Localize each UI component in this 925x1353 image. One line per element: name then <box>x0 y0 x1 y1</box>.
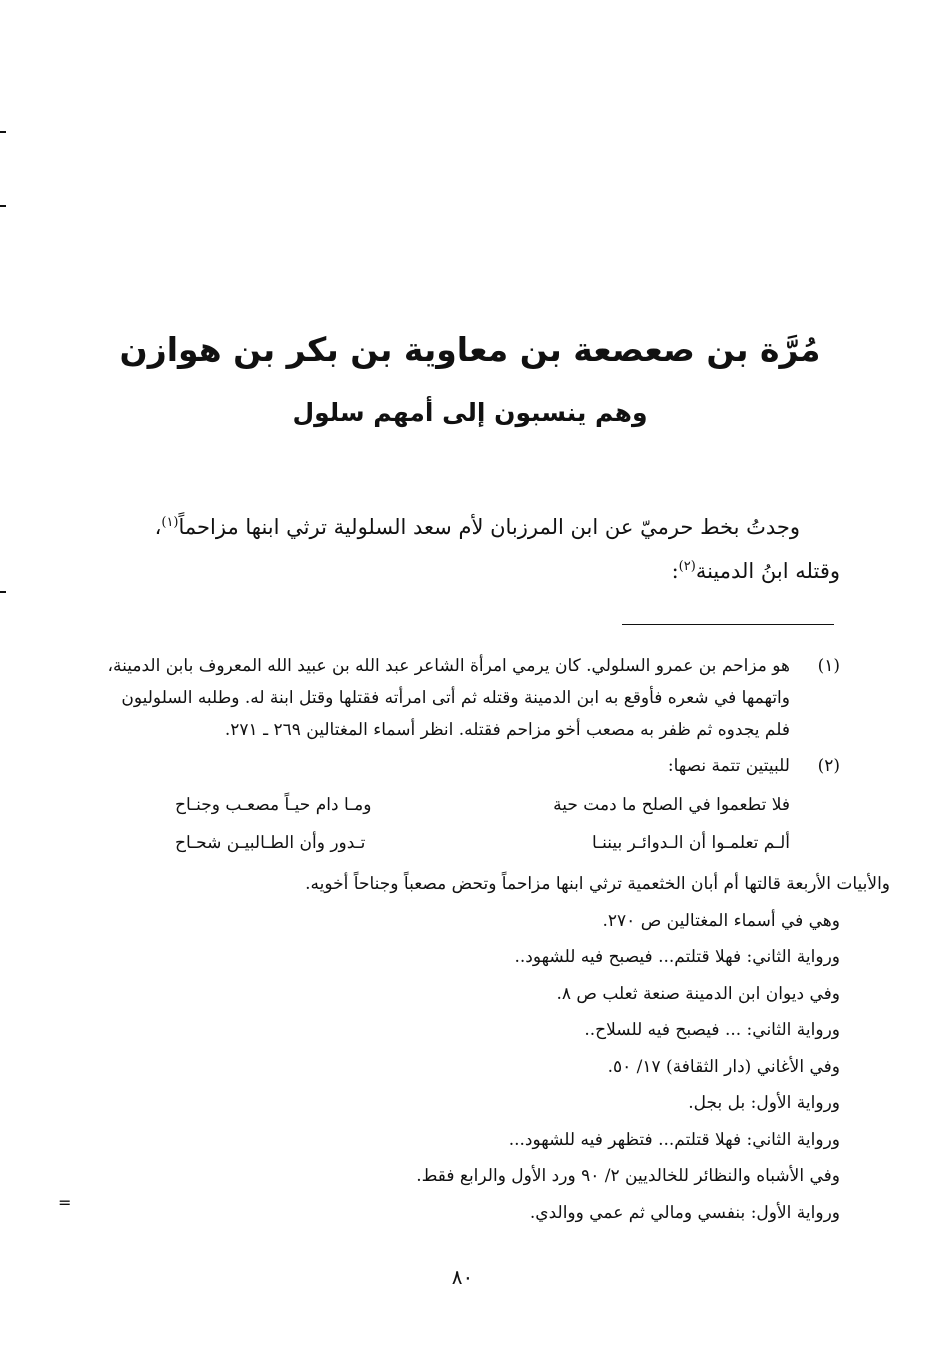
footnote-line: وفي الأشباه والنظائر للخالديين ٢/ ٩٠ ورد الأول والرابع فقط. <box>416 1166 840 1186</box>
verse-first-hemistich: ألـم تعلمـوا أن الـدوائـر بيننـا <box>591 833 790 853</box>
footnote-line: وهي في أسماء المغتالين ص ٢٧٠. <box>602 910 840 931</box>
main-paragraph <box>80 505 840 593</box>
footnote-line: ورواية الثاني: فهلا قتلتم... فتظهر فيه للشهود... <box>508 1129 840 1150</box>
footnote-2-continued <box>70 866 890 1231</box>
footnote-1 <box>70 650 840 746</box>
page-number: ٨٠ <box>451 1265 474 1289</box>
footnote-line: والأبيات الأربعة قالتها أم أبان الخثعمية ترثي ابنها مزاحماً وتحض مصعباً وجناحاً أخويه. <box>305 874 890 894</box>
footnote-line: ورواية الأول: بل بجل. <box>688 1093 840 1113</box>
footnote-line: وفي ديوان ابن الدمينة صنعة ثعلب ص ٨. <box>556 983 840 1004</box>
margin-tick <box>0 205 6 207</box>
verse-second-hemistich: ومـا دام حيـاً مصعـب وجنـاح <box>175 795 372 815</box>
margin-symbol: = <box>58 1193 72 1212</box>
margin-tick <box>0 131 6 133</box>
footnote-line: ورواية الثاني: ... فيصبح فيه للسلاح.. <box>584 1020 840 1040</box>
footnote-ref-1[interactable]: (١) <box>161 515 179 530</box>
poem-verses <box>70 786 790 862</box>
footnote-line: وفي الأغاني (دار الثقافة) ١٧/ ٥٠. <box>607 1056 840 1077</box>
verse-first-hemistich: فلا تطعموا في الصلح ما دمت حية <box>553 795 790 815</box>
footnote-intro: للبيتين تتمة نصها: <box>667 756 790 776</box>
footnote-line: هو مزاحم بن عمرو السلولي. كان يرمي امرأة الشاعر عبد الله بن عبيد الله المعروف بابن الدمينة، <box>107 656 790 676</box>
footnote-ref-2[interactable]: (٢) <box>678 559 696 574</box>
footnote-2 <box>70 750 840 862</box>
footnote-number: (١) <box>817 656 840 676</box>
footnote-line: واتهمها في شعره فأوقع به ابن الدمينة وقتله ثم أتى امرأته فقتلها وقتل ابنة له. وطلبه السلوليون <box>121 688 790 708</box>
paragraph-text: وجدتُ بخط حرميّ عن ابن المرزبان لأم سعد السلولية ترثي ابنها مزاحماً <box>178 515 800 539</box>
chapter-subtitle: وهم ينسبون إلى أمهم سلول <box>292 398 648 427</box>
punctuation: ، <box>154 515 162 539</box>
verse-row <box>175 786 790 824</box>
paragraph-line <box>80 505 840 549</box>
footnotes-section <box>70 650 890 1231</box>
paragraph-text: وقتله ابنُ الدمينة <box>695 559 840 583</box>
footnote-line: ورواية الثاني: فهلا قتلتم... فيصبح فيه للشهود.. <box>514 947 840 967</box>
paragraph-line <box>80 549 840 593</box>
footnote-number: (٢) <box>817 756 840 776</box>
chapter-title: مُرَّة بن صعصعة بن معاوية بن بكر بن هوازن <box>119 330 821 369</box>
footnote-line: ورواية الأول: بنفسي ومالي ثم عمي ووالدي. <box>529 1202 840 1223</box>
punctuation: : <box>671 559 679 583</box>
verse-row <box>175 824 790 862</box>
verse-second-hemistich: تـدور وأن الطـالبيـن شحـاح <box>175 833 366 853</box>
footnote-line: فلم يجدوه ثم ظفر به مصعب أخو مزاحم فقتله. انظر أسماء المغتالين ٢٦٩ ـ ٢٧١. <box>224 720 790 740</box>
margin-tick <box>0 591 6 593</box>
footnote-separator <box>622 624 834 625</box>
